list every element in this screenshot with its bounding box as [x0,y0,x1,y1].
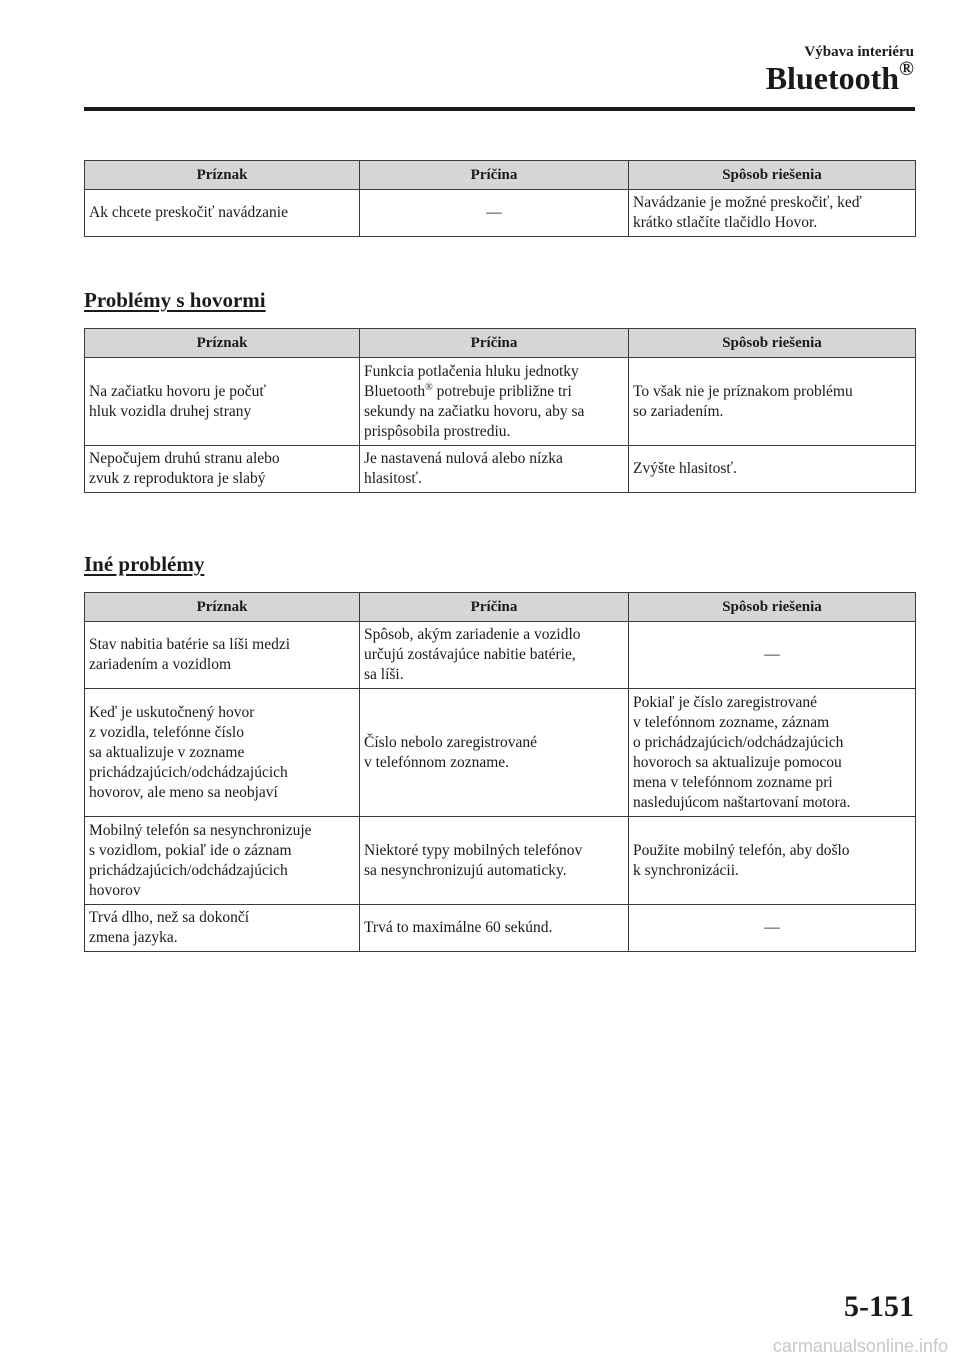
cause-cell: Číslo nebolo zaregistrované v telefónnom zozname. [360,689,629,817]
symptom-cell: Nepočujem druhú stranu alebo zvuk z reproduktora je slabý [85,446,360,493]
table-row [85,622,916,689]
navigation-table [84,160,916,237]
section-label: Výbava interiéru [804,44,914,60]
cause-cell: Trvá to maximálne 60 sekúnd. [360,905,629,952]
table-header-row [85,329,916,358]
calls-table [84,328,916,493]
symptom-cell: Na začiatku hovoru je počuť hluk vozidla druhej strany [85,358,360,446]
header-cause: Príčina [360,329,629,358]
header-divider [84,107,915,111]
table-header-row [85,593,916,622]
table-row [85,905,916,952]
symptom-cell: Keď je uskutočnený hovor z vozidla, telefónne číslo sa aktualizuje v zozname prichádzajúcich/odchádzajúcich hovorov, ale meno sa neobjaví [85,689,360,817]
solution-cell: — [629,905,916,952]
symptom-cell: Stav nabitia batérie sa líši medzi zariadením a vozidlom [85,622,360,689]
cause-cell: Niektoré typy mobilných telefónov sa nesynchronizujú automaticky. [360,817,629,905]
cause-cell: Je nastavená nulová alebo nízka hlasitosť. [360,446,629,493]
solution-cell: — [629,622,916,689]
table-header-row [85,161,916,190]
page-number: 5-151 [844,1290,914,1323]
solution-cell: Použite mobilný telefón, aby došlo k synchronizácii. [629,817,916,905]
cause-text-part2: potrebuje približne tri sekundy na začiatku hovoru, aby sa prispôsobila prostrediu. [364,382,585,440]
page-title-text: Bluetooth [765,60,900,96]
header-solution: Spôsob riešenia [629,329,916,358]
section-heading-calls: Problémy s hovormi [84,288,266,312]
registered-mark: ® [899,58,914,80]
table-row [85,190,916,237]
header-symptom: Príznak [85,329,360,358]
cause-text-part1: Funkcia potlačenia hluku jednotky Bluetooth [364,362,579,400]
header-symptom: Príznak [85,593,360,622]
header-symptom: Príznak [85,161,360,190]
table-row [85,446,916,493]
page-title [766,58,914,98]
other-problems-table [84,592,916,952]
header-solution: Spôsob riešenia [629,161,916,190]
table-row [85,358,916,446]
symptom-cell: Ak chcete preskočiť navádzanie [85,190,360,237]
cause-cell: Spôsob, akým zariadenie a vozidlo určujú zostávajúce nabitie batérie, sa líši. [360,622,629,689]
cause-cell [360,358,629,446]
symptom-cell: Mobilný telefón sa nesynchronizuje s vozidlom, pokiaľ ide o záznam prichádzajúcich/odchádzajúcich hovorov [85,817,360,905]
table-row [85,689,916,817]
solution-cell: To však nie je príznakom problému so zariadením. [629,358,916,446]
header-cause: Príčina [360,161,629,190]
symptom-cell: Trvá dlho, než sa dokončí zmena jazyka. [85,905,360,952]
solution-cell: Navádzanie je možné preskočiť, keď krátko stlačíte tlačidlo Hovor. [629,190,916,237]
section-heading-other: Iné problémy [84,552,205,576]
cause-cell: — [360,190,629,237]
solution-cell: Zvýšte hlasitosť. [629,446,916,493]
table-row [85,817,916,905]
registered-mark: ® [425,381,433,393]
watermark: carmanualsonline.info [772,1336,948,1356]
header-solution: Spôsob riešenia [629,593,916,622]
solution-cell: Pokiaľ je číslo zaregistrované v telefónnom zozname, záznam o prichádzajúcich/odchádzajúcich hovoroch sa aktualizuje pomocou mena v telefónnom zozname pri nasledujúcom naštartovaní motora. [629,689,916,817]
header-cause: Príčina [360,593,629,622]
